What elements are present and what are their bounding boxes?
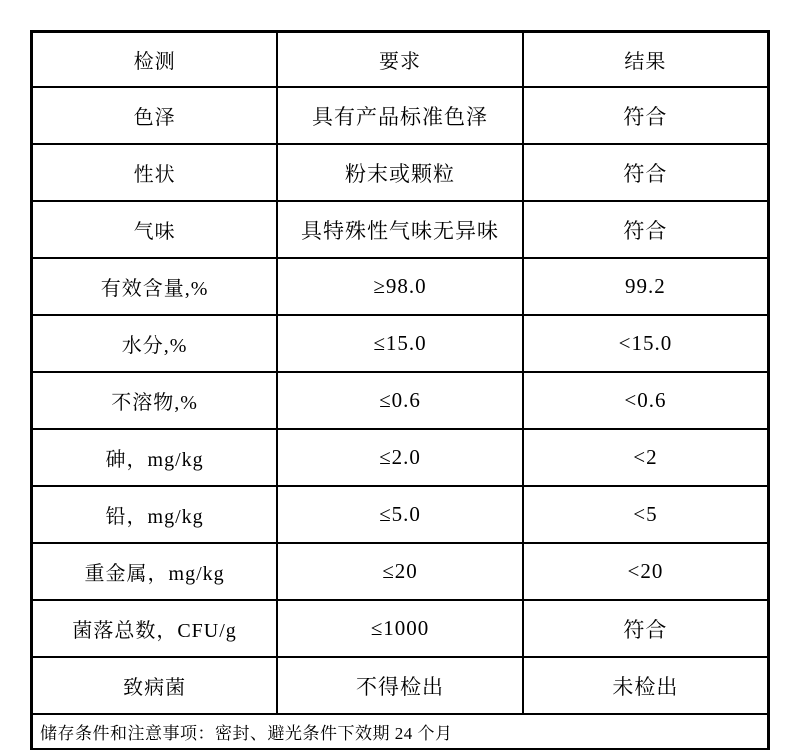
result-cell: 未检出 xyxy=(523,657,769,714)
table-row xyxy=(32,429,769,486)
result-cell: <0.6 xyxy=(523,372,769,429)
inspection-table xyxy=(30,30,770,750)
result-cell: 符合 xyxy=(523,144,769,201)
test-cell: 菌落总数，CFU/g xyxy=(32,600,278,657)
test-cell: 不溶物,% xyxy=(32,372,278,429)
test-cell: 致病菌 xyxy=(32,657,278,714)
storage-conditions-note: 储存条件和注意事项：密封、避光条件下效期 24 个月 xyxy=(32,714,769,750)
header-cell-test: 检测 xyxy=(32,32,278,88)
test-cell: 有效含量,% xyxy=(32,258,278,315)
test-cell: 铅，mg/kg xyxy=(32,486,278,543)
test-cell: 色泽 xyxy=(32,87,278,144)
requirement-cell: 不得检出 xyxy=(277,657,523,714)
requirement-cell: ≤2.0 xyxy=(277,429,523,486)
table-row xyxy=(32,315,769,372)
result-cell: <2 xyxy=(523,429,769,486)
table-row xyxy=(32,657,769,714)
header-cell-requirement: 要求 xyxy=(277,32,523,88)
table-row xyxy=(32,258,769,315)
test-cell: 气味 xyxy=(32,201,278,258)
header-cell-result: 结果 xyxy=(523,32,769,88)
table-footer-row xyxy=(32,714,769,750)
result-cell: 符合 xyxy=(523,600,769,657)
test-cell: 重金属，mg/kg xyxy=(32,543,278,600)
result-cell: 符合 xyxy=(523,87,769,144)
result-cell: 99.2 xyxy=(523,258,769,315)
result-cell: 符合 xyxy=(523,201,769,258)
result-cell: <15.0 xyxy=(523,315,769,372)
requirement-cell: 粉末或颗粒 xyxy=(277,144,523,201)
test-cell: 水分,% xyxy=(32,315,278,372)
table-row xyxy=(32,144,769,201)
test-cell: 性状 xyxy=(32,144,278,201)
result-cell: <20 xyxy=(523,543,769,600)
requirement-cell: ≤15.0 xyxy=(277,315,523,372)
requirement-cell: ≤20 xyxy=(277,543,523,600)
table-row xyxy=(32,201,769,258)
requirement-cell: ≤0.6 xyxy=(277,372,523,429)
result-cell: <5 xyxy=(523,486,769,543)
requirement-cell: 具有产品标准色泽 xyxy=(277,87,523,144)
table-row xyxy=(32,486,769,543)
requirement-cell: 具特殊性气味无异味 xyxy=(277,201,523,258)
test-cell: 砷，mg/kg xyxy=(32,429,278,486)
table-row xyxy=(32,372,769,429)
table-header-row xyxy=(32,32,769,88)
table-row xyxy=(32,87,769,144)
table-row xyxy=(32,543,769,600)
requirement-cell: ≤1000 xyxy=(277,600,523,657)
requirement-cell: ≥98.0 xyxy=(277,258,523,315)
table-row xyxy=(32,600,769,657)
requirement-cell: ≤5.0 xyxy=(277,486,523,543)
